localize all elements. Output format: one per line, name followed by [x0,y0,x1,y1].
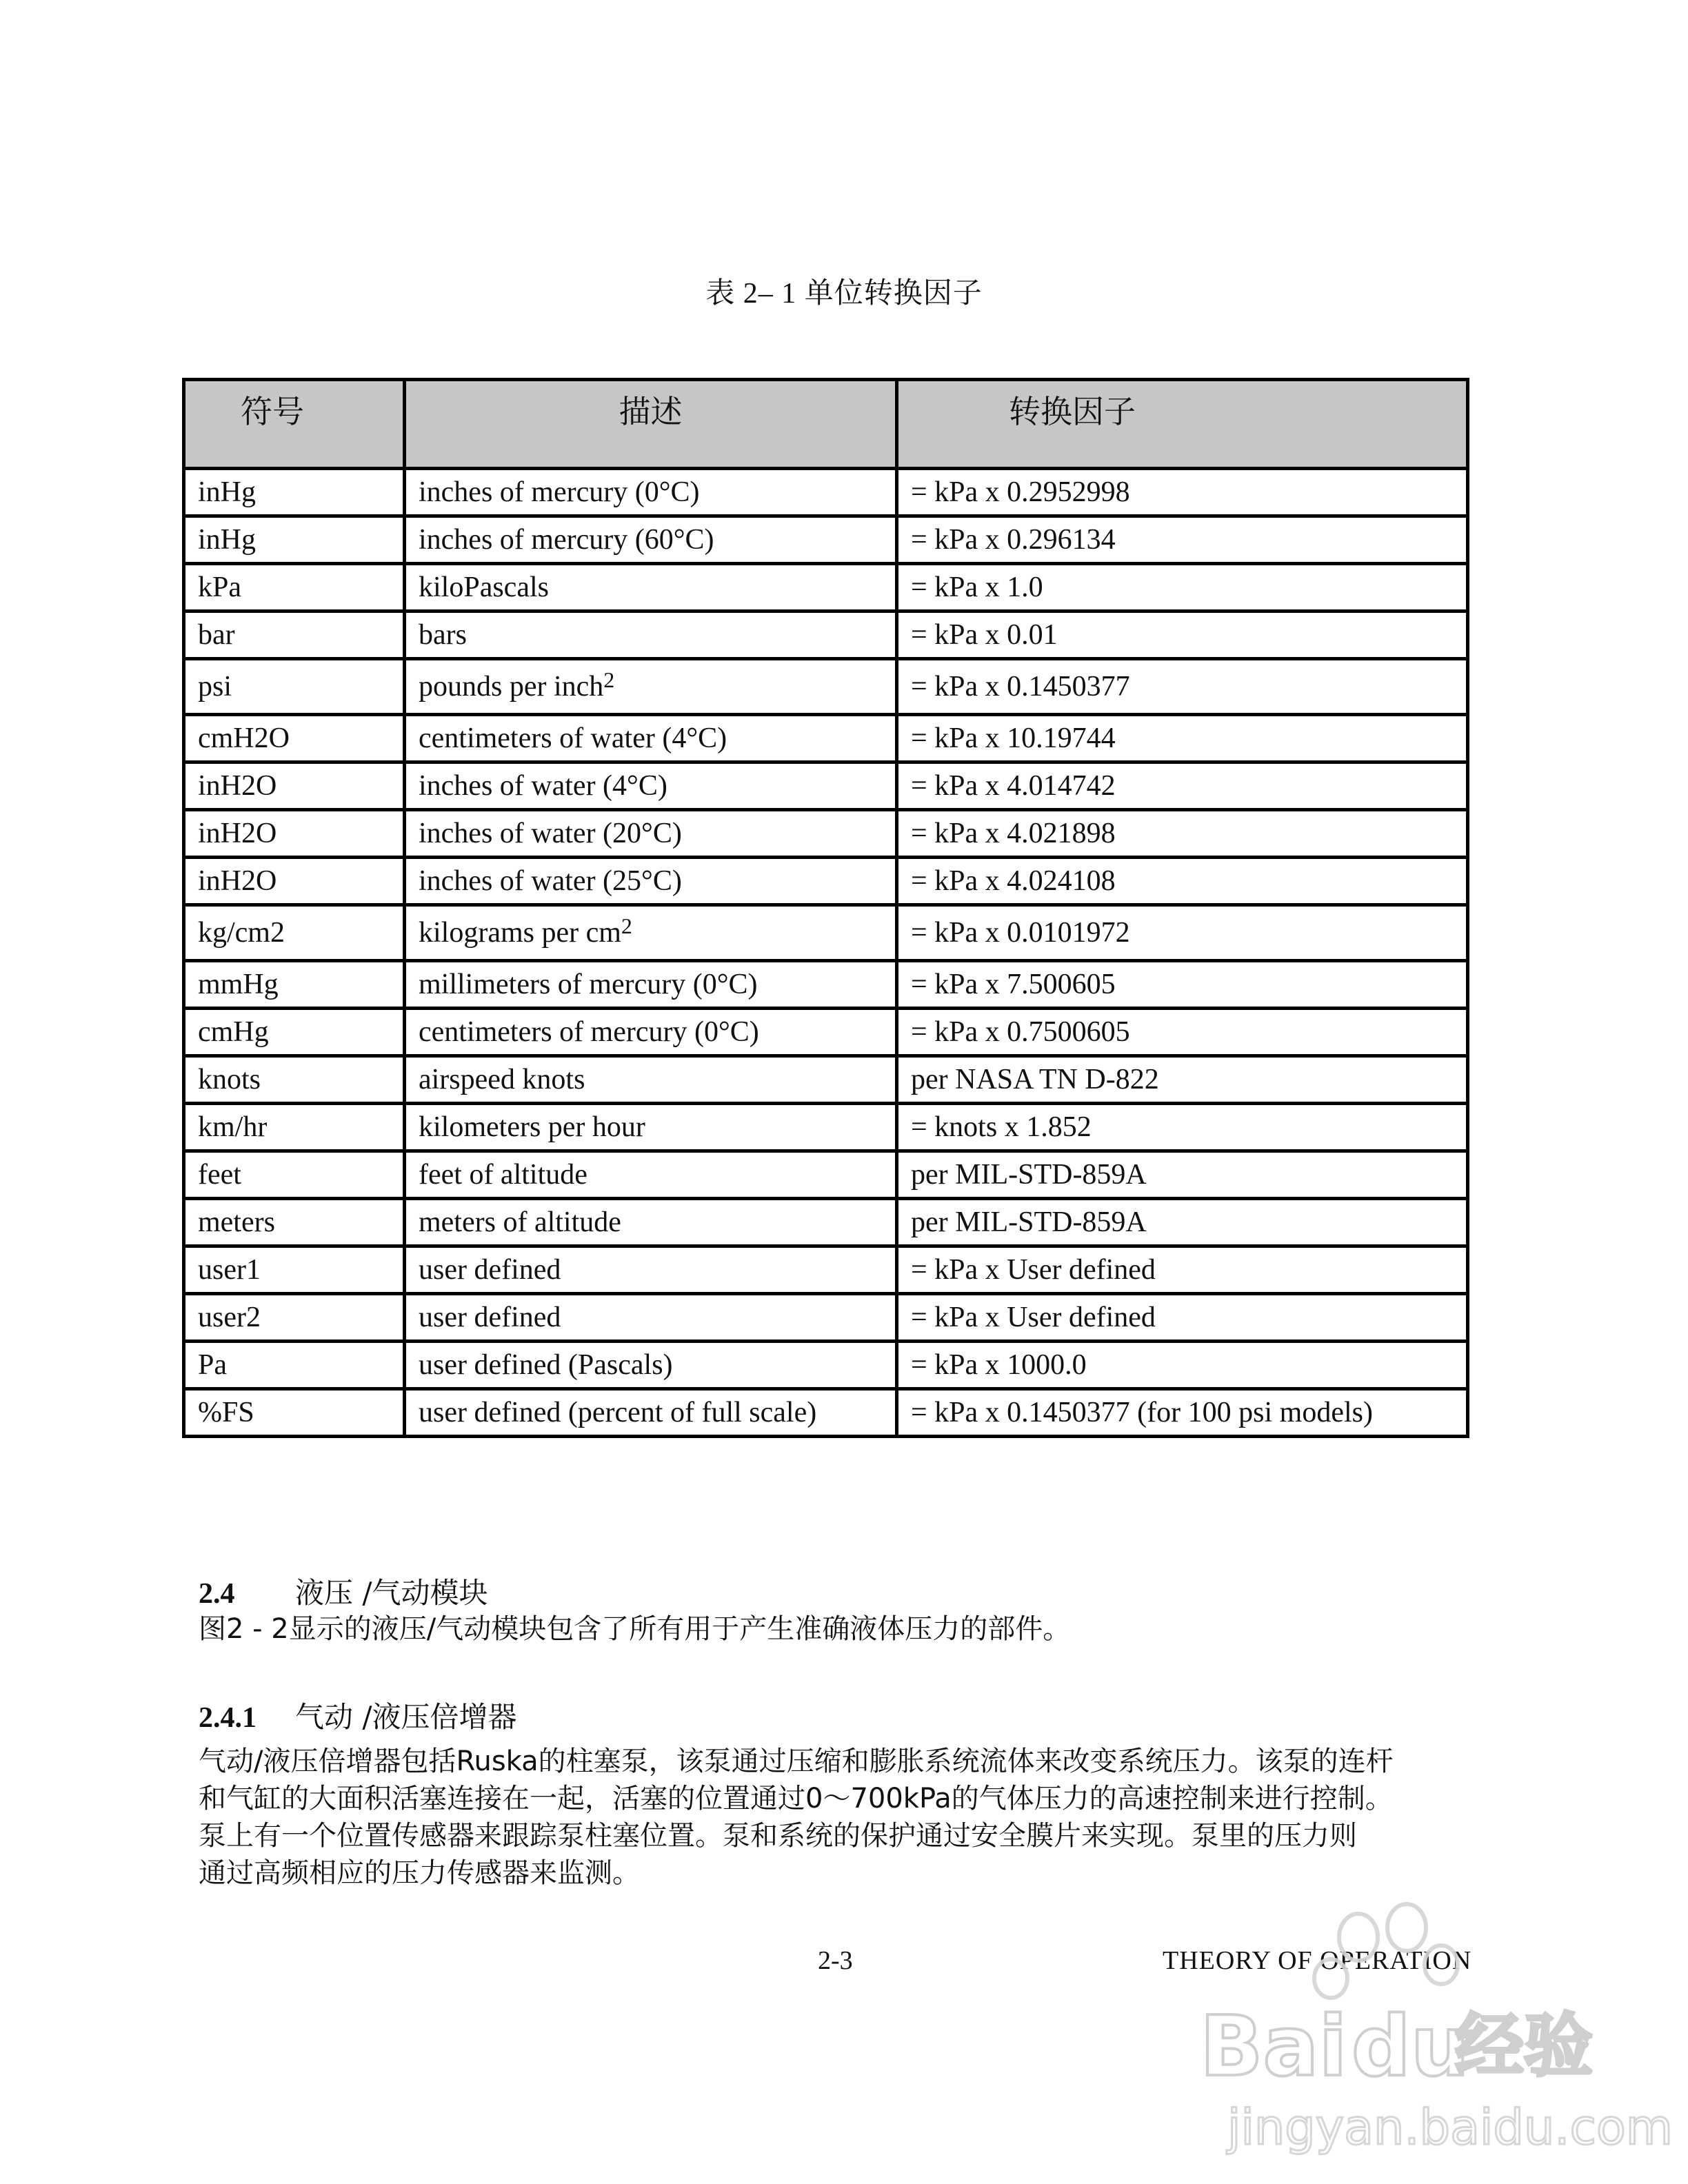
cell-factor [897,1151,1468,1199]
cell-factor [897,516,1468,564]
cell-symbol [184,611,405,659]
cell-symbol-text: meters [198,1206,275,1238]
cell-factor-text: = knots x 1.852 [911,1111,1092,1143]
cell-description-text: user defined (Pascals) [419,1349,673,1381]
cell-description [405,611,897,659]
cell-symbol-text: cmHg [198,1016,269,1048]
header-symbol: 符号 [184,380,405,469]
cell-factor-text: = kPa x 0.1450377 (for 100 psi models) [911,1397,1373,1428]
cell-symbol [184,469,405,516]
cell-description-text: inches of water (4°C) [419,770,667,802]
cell-symbol-text: knots [198,1064,261,1095]
cell-description [405,1151,897,1199]
paragraph-line: 泵上有一个位置传感器来跟踪泵柱塞位置。泵和系统的保护通过安全膜片来实现。泵里的压力则 [199,1820,1357,1852]
cell-description [405,810,897,858]
cell-factor-text: = kPa x User defined [911,1302,1156,1333]
cell-description [405,1056,897,1104]
cell-symbol-text: inHg [198,524,256,556]
cell-description-text: inches of water (25°C) [419,865,682,897]
cell-symbol [184,762,405,810]
cell-description [405,1009,897,1056]
cell-symbol [184,516,405,564]
section-number: 2.4 [199,1578,235,1610]
cell-description-text: user defined [419,1302,561,1333]
cell-description-text: feet of altitude [419,1159,587,1191]
cell-factor [897,1009,1468,1056]
cell-factor-text: per MIL-STD-859A [911,1206,1147,1238]
cell-symbol [184,659,405,715]
cell-symbol [184,1246,405,1294]
cell-factor-text: = kPa x 0.2952998 [911,476,1130,508]
cell-description [405,1104,897,1151]
cell-symbol-text: bar [198,619,235,651]
cell-symbol-text: kg/cm2 [198,917,285,949]
table-row [184,715,1468,762]
cell-symbol [184,905,405,961]
section-2-4-text: 图2 - 2显示的液压/气动模块包含了所有用于产生准确液体压力的部件。 [199,1613,1071,1645]
table-row [184,1056,1468,1104]
cell-factor [897,1294,1468,1342]
cell-symbol [184,858,405,905]
cell-factor [897,810,1468,858]
cell-symbol-text: inHg [198,476,256,508]
table-row [184,516,1468,564]
cell-symbol [184,715,405,762]
table-row [184,564,1468,611]
cell-description-text: user defined [419,1254,561,1286]
cell-factor-text: = kPa x 0.01 [911,619,1058,651]
cell-description-text: bars [419,619,467,651]
section-2-4-1-heading [199,1695,517,1736]
cell-description-text: pounds per inch [419,671,604,702]
cell-description-text: millimeters of mercury (0°C) [419,969,758,1000]
cell-factor-text: = kPa x 1.0 [911,572,1043,603]
cell-description [405,1246,897,1294]
cell-symbol [184,810,405,858]
cell-symbol [184,1009,405,1056]
table-row [184,611,1468,659]
cell-factor-text: = kPa x 1000.0 [911,1349,1087,1381]
table-row [184,762,1468,810]
cell-factor [897,1056,1468,1104]
cell-description [405,516,897,564]
cell-factor-text: = kPa x 7.500605 [911,969,1116,1000]
table-row [184,961,1468,1009]
superscript: 2 [603,667,615,692]
section-title: 气动 /液压倍增器 [295,1700,517,1734]
table-row [184,469,1468,516]
cell-symbol [184,1342,405,1389]
table-row [184,905,1468,961]
cell-description [405,1342,897,1389]
table-row [184,1151,1468,1199]
table-row [184,1104,1468,1151]
section-title: 液压 /气动模块 [295,1576,488,1610]
cell-description [405,1199,897,1246]
cell-description [405,564,897,611]
baidu-watermark [1186,1889,1673,2165]
table-row [184,1199,1468,1246]
cell-factor [897,858,1468,905]
cell-description-text: inches of mercury (0°C) [419,476,700,508]
section-number: 2.4.1 [199,1702,257,1734]
cell-symbol-text: user2 [198,1302,261,1333]
cell-description [405,1389,897,1437]
cell-symbol-text: km/hr [198,1111,268,1143]
table-row [184,659,1468,715]
cell-factor-text: = kPa x 0.1450377 [911,671,1130,702]
paragraph-line: 气动/液压倍增器包括Ruska的柱塞泵，该泵通过压缩和膨胀系统流体来改变系统压力。该泵的连杆 [199,1746,1394,1777]
cell-factor-text: = kPa x 4.021898 [911,818,1116,849]
cell-description [405,659,897,715]
cell-symbol [184,1056,405,1104]
cell-symbol-text: user1 [198,1254,261,1286]
table-row [184,858,1468,905]
cell-factor-text: per MIL-STD-859A [911,1159,1147,1191]
cell-description [405,961,897,1009]
cell-description [405,762,897,810]
cell-factor [897,715,1468,762]
table-row [184,1246,1468,1294]
cell-symbol [184,961,405,1009]
table-row [184,1389,1468,1437]
table-row [184,1009,1468,1056]
cell-description-text: kilometers per hour [419,1111,645,1143]
cell-description-text: user defined (percent of full scale) [419,1397,817,1428]
watermark-brand: Bai [1200,1999,1347,2095]
cell-factor-text: = kPa x 4.024108 [911,865,1116,897]
cell-symbol-text: kPa [198,572,241,603]
table-caption: 表 2– 1 单位转换因子 [705,278,983,310]
cell-factor-text: = kPa x 0.0101972 [911,917,1130,949]
cell-description [405,905,897,961]
cell-factor [897,905,1468,961]
cell-factor [897,1104,1468,1151]
cell-symbol-text: feet [198,1159,241,1191]
cell-factor [897,611,1468,659]
cell-description [405,1294,897,1342]
cell-symbol [184,1294,405,1342]
cell-symbol [184,1104,405,1151]
cell-symbol-text: inH2O [198,865,277,897]
cell-description [405,469,897,516]
cell-symbol-text: inH2O [198,818,277,849]
cell-factor [897,659,1468,715]
cell-description-text: inches of mercury (60°C) [419,524,714,556]
cell-factor-text: per NASA TN D-822 [911,1064,1159,1095]
section-2-4-heading [199,1570,488,1612]
cell-symbol [184,1151,405,1199]
header-factor: 转换因子 [897,380,1468,469]
cell-factor-text: = kPa x 0.7500605 [911,1016,1130,1048]
cell-symbol-text: psi [198,671,232,702]
footer-title: THEORY OF OPERATION [1163,1946,1472,1975]
paragraph-line: 通过高频相应的压力传感器来监测。 [199,1857,640,1889]
cell-factor [897,564,1468,611]
cell-symbol-text: cmH2O [198,722,290,754]
cell-symbol [184,1389,405,1437]
cell-description-text: kiloPascals [419,572,549,603]
section-2-4-1-text [199,1743,1509,1892]
cell-factor [897,469,1468,516]
cell-description [405,858,897,905]
watermark-cn: 经验 [1455,2005,1593,2086]
watermark-url: jingyan.baidu.com [1227,2099,1673,2156]
cell-description-text: meters of altitude [419,1206,621,1238]
table-row [184,1294,1468,1342]
cell-factor [897,1246,1468,1294]
cell-factor [897,1389,1468,1437]
table-header-row [184,380,1468,469]
cell-description-text: airspeed knots [419,1064,585,1095]
cell-description-text: kilograms per cm [419,917,621,949]
cell-factor [897,1342,1468,1389]
cell-factor-text: = kPa x 4.014742 [911,770,1116,802]
cell-description-text: centimeters of mercury (0°C) [419,1016,759,1048]
cell-factor-text: = kPa x 10.19744 [911,722,1116,754]
cell-factor [897,1199,1468,1246]
cell-symbol [184,1199,405,1246]
cell-description-text: centimeters of water (4°C) [419,722,727,754]
cell-symbol-text: %FS [198,1397,254,1428]
cell-description [405,715,897,762]
page-number: 2-3 [818,1946,853,1975]
cell-symbol [184,564,405,611]
cell-symbol-text: mmHg [198,969,279,1000]
cell-symbol-text: inH2O [198,770,277,802]
watermark-brand-2: du [1352,1999,1470,2095]
superscript: 2 [621,913,632,938]
cell-description-text: inches of water (20°C) [419,818,682,849]
cell-factor [897,762,1468,810]
header-description: 描述 [405,380,897,469]
cell-factor-text: = kPa x 0.296134 [911,524,1116,556]
cell-factor-text: = kPa x User defined [911,1254,1156,1286]
unit-conversion-table [182,378,1469,1438]
cell-symbol-text: Pa [198,1349,227,1381]
table-row [184,1342,1468,1389]
cell-factor [897,961,1468,1009]
table-row [184,810,1468,858]
paragraph-line: 和气缸的大面积活塞连接在一起，活塞的位置通过0～700kPa的气体压力的高速控制来进行控制。 [199,1783,1393,1814]
